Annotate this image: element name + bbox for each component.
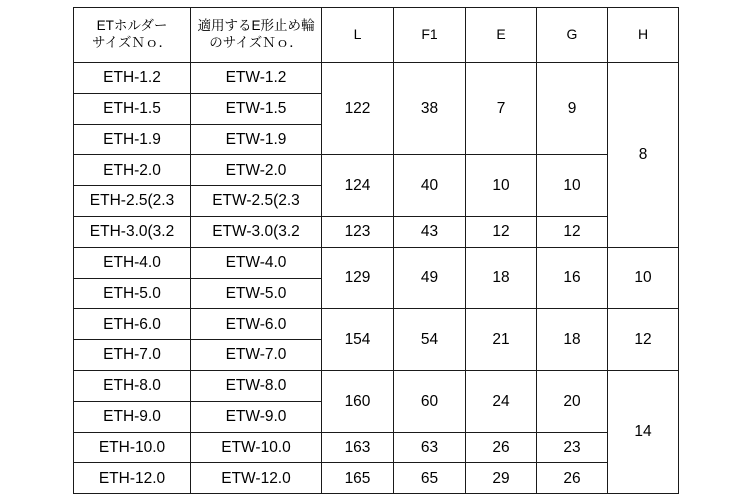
table-row bbox=[74, 247, 679, 278]
cell-ering-size: ETW-10.0 bbox=[191, 432, 322, 463]
cell-l: 129 bbox=[322, 247, 394, 309]
cell-holder-size: ETH-6.0 bbox=[74, 309, 191, 340]
cell-ering-size: ETW-5.0 bbox=[191, 278, 322, 309]
cell-e: 12 bbox=[466, 216, 537, 247]
cell-ering-size: ETW-9.0 bbox=[191, 401, 322, 432]
table-row bbox=[74, 309, 679, 340]
cell-ering-size: ETW-4.0 bbox=[191, 247, 322, 278]
table-row bbox=[74, 155, 679, 186]
specification-table bbox=[73, 7, 679, 494]
cell-l: 163 bbox=[322, 432, 394, 463]
column-header-ering-size-line1: 適用するE形止め輪 bbox=[197, 18, 315, 34]
spec-table-container bbox=[73, 7, 678, 487]
cell-e: 24 bbox=[466, 370, 537, 432]
cell-holder-size: ETH-4.0 bbox=[74, 247, 191, 278]
cell-f1: 65 bbox=[394, 463, 466, 494]
cell-ering-size: ETW-2.0 bbox=[191, 155, 322, 186]
cell-holder-size: ETH-5.0 bbox=[74, 278, 191, 309]
cell-holder-size: ETH-10.0 bbox=[74, 432, 191, 463]
table-row bbox=[74, 432, 679, 463]
cell-h: 10 bbox=[608, 247, 679, 309]
cell-h: 14 bbox=[608, 370, 679, 493]
column-header-holder-size bbox=[74, 8, 191, 63]
cell-f1: 54 bbox=[394, 309, 466, 371]
cell-h: 8 bbox=[608, 63, 679, 248]
cell-ering-size: ETW-3.0(3.2 bbox=[191, 216, 322, 247]
cell-holder-size: ETH-12.0 bbox=[74, 463, 191, 494]
cell-ering-size: ETW-12.0 bbox=[191, 463, 322, 494]
column-header-holder-size-line1: ETホルダー bbox=[96, 18, 168, 34]
cell-l: 154 bbox=[322, 309, 394, 371]
cell-holder-size: ETH-1.2 bbox=[74, 63, 191, 94]
table-body bbox=[74, 63, 679, 494]
cell-ering-size: ETW-7.0 bbox=[191, 340, 322, 371]
cell-g: 23 bbox=[537, 432, 608, 463]
cell-f1: 38 bbox=[394, 63, 466, 155]
cell-ering-size: ETW-1.2 bbox=[191, 63, 322, 94]
cell-l: 123 bbox=[322, 216, 394, 247]
cell-l: 160 bbox=[322, 370, 394, 432]
column-header-holder-size-line2: サイズＮｏ． bbox=[92, 35, 172, 50]
table-row bbox=[74, 463, 679, 494]
cell-f1: 49 bbox=[394, 247, 466, 309]
cell-g: 18 bbox=[537, 309, 608, 371]
cell-f1: 43 bbox=[394, 216, 466, 247]
column-header-g: G bbox=[537, 8, 608, 63]
column-header-ering-size-line2: のサイズＮｏ． bbox=[209, 35, 303, 50]
cell-g: 26 bbox=[537, 463, 608, 494]
cell-holder-size: ETH-3.0(3.2 bbox=[74, 216, 191, 247]
cell-holder-size: ETH-2.5(2.3 bbox=[74, 186, 191, 217]
table-header bbox=[74, 8, 679, 63]
table-row bbox=[74, 216, 679, 247]
cell-holder-size: ETH-1.9 bbox=[74, 124, 191, 155]
cell-g: 16 bbox=[537, 247, 608, 309]
cell-f1: 60 bbox=[394, 370, 466, 432]
table-row bbox=[74, 63, 679, 94]
cell-e: 29 bbox=[466, 463, 537, 494]
cell-holder-size: ETH-8.0 bbox=[74, 370, 191, 401]
cell-f1: 63 bbox=[394, 432, 466, 463]
cell-ering-size: ETW-6.0 bbox=[191, 309, 322, 340]
table-row bbox=[74, 370, 679, 401]
cell-e: 18 bbox=[466, 247, 537, 309]
cell-ering-size: ETW-2.5(2.3 bbox=[191, 186, 322, 217]
column-header-h: H bbox=[608, 8, 679, 63]
cell-e: 26 bbox=[466, 432, 537, 463]
cell-f1: 40 bbox=[394, 155, 466, 217]
cell-l: 124 bbox=[322, 155, 394, 217]
column-header-ering-size bbox=[191, 8, 322, 63]
cell-e: 10 bbox=[466, 155, 537, 217]
cell-l: 165 bbox=[322, 463, 394, 494]
cell-ering-size: ETW-1.5 bbox=[191, 93, 322, 124]
column-header-f1: F1 bbox=[394, 8, 466, 63]
cell-g: 9 bbox=[537, 63, 608, 155]
column-header-l: L bbox=[322, 8, 394, 63]
cell-g: 12 bbox=[537, 216, 608, 247]
cell-holder-size: ETH-9.0 bbox=[74, 401, 191, 432]
cell-holder-size: ETH-7.0 bbox=[74, 340, 191, 371]
cell-g: 20 bbox=[537, 370, 608, 432]
cell-h: 12 bbox=[608, 309, 679, 371]
table-header-row bbox=[74, 8, 679, 63]
cell-holder-size: ETH-1.5 bbox=[74, 93, 191, 124]
cell-ering-size: ETW-1.9 bbox=[191, 124, 322, 155]
cell-e: 7 bbox=[466, 63, 537, 155]
column-header-e: E bbox=[466, 8, 537, 63]
cell-ering-size: ETW-8.0 bbox=[191, 370, 322, 401]
cell-e: 21 bbox=[466, 309, 537, 371]
cell-g: 10 bbox=[537, 155, 608, 217]
cell-l: 122 bbox=[322, 63, 394, 155]
cell-holder-size: ETH-2.0 bbox=[74, 155, 191, 186]
